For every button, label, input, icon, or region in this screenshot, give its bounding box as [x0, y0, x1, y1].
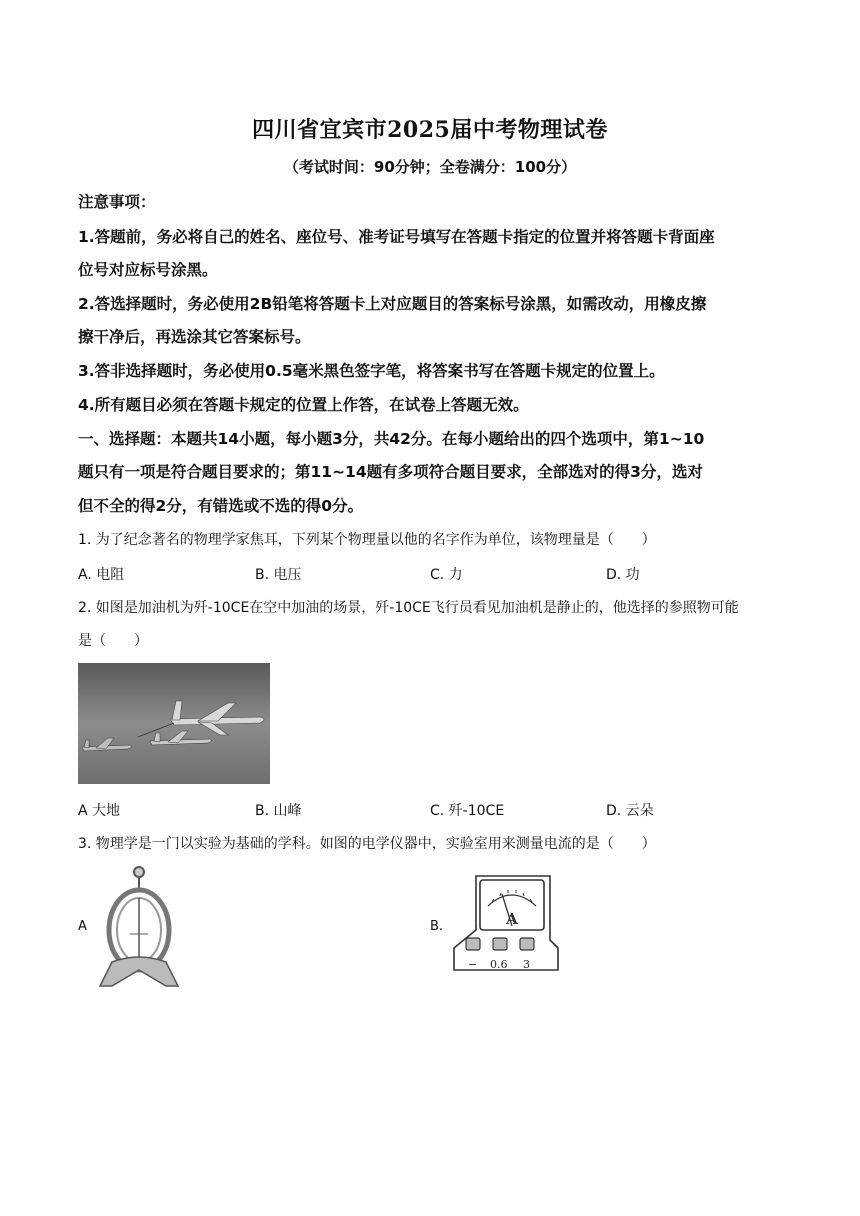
question-2-option-d: D. 云朵	[606, 803, 654, 819]
question-1-option-d: D. 功	[606, 567, 640, 583]
note-1-line-2: 位号对应标号涂黑。	[78, 261, 218, 279]
ammeter-terminal-negative: −	[468, 958, 478, 971]
question-2-stem-line-1: 2. 如图是加油机为歼-10CE在空中加油的场景，歼-10CE飞行员看见加油机是静止的，他选择的参照物可能	[78, 600, 739, 616]
page-subtitle: （考试时间：90分钟；全卷满分：100分）	[283, 158, 577, 176]
note-2-line-2: 擦干净后，再选涂其它答案标号。	[78, 328, 311, 346]
section-1-line-2: 题只有一项是符合题目要求的；第11~14题有多项符合题目要求，全部选对的得3分，选对	[78, 463, 703, 481]
question-2-option-a: A 大地	[78, 803, 121, 819]
question-3-stem: 3. 物理学是一门以实验为基础的学科。如图的电学仪器中，实验室用来测量电流的是（ ）	[78, 836, 656, 852]
ammeter-terminal-0-6: 0.6	[490, 958, 508, 971]
note-4: 4.所有题目必须在答题卡规定的位置上作答，在试卷上答题无效。	[78, 396, 529, 414]
note-3: 3.答非选择题时，务必使用0.5毫米黑色签字笔，将答案书写在答题卡规定的位置上。	[78, 362, 665, 380]
refueling-photo	[78, 663, 270, 784]
question-1-option-a: A. 电阻	[78, 567, 125, 583]
question-1-option-c: C. 力	[430, 567, 463, 583]
question-3-option-b-label: B.	[430, 919, 444, 934]
question-2-option-b: B. 山峰	[255, 803, 302, 819]
question-1-stem: 1. 为了纪念著名的物理学家焦耳，下列某个物理量以他的名字作为单位，该物理量是（ ）	[78, 532, 656, 548]
note-2-line-1: 2.答选择题时，务必使用2B铅笔将答题卡上对应题目的答案标号涂黑，如需改动，用橡皮擦	[78, 295, 707, 313]
page-title: 四川省宜宾市2025届中考物理试卷	[252, 117, 608, 143]
section-1-line-1: 一、选择题：本题共14小题，每小题3分，共42分。在每小题给出的四个选项中，第1~10	[78, 430, 705, 448]
galvanometer-figure	[92, 862, 182, 990]
notes-heading: 注意事项：	[78, 193, 156, 211]
question-3-option-a-label: A	[78, 919, 87, 934]
ammeter-terminal-3: 3	[523, 958, 530, 971]
ammeter-figure	[450, 870, 562, 978]
question-2-option-c: C. 歼-10CE	[430, 803, 505, 819]
note-1-line-1: 1.答题前，务必将自己的姓名、座位号、准考证号填写在答题卡指定的位置并将答题卡背面座	[78, 228, 715, 246]
question-2-stem-line-2: 是（ ）	[78, 633, 148, 649]
question-1-option-b: B. 电压	[255, 567, 302, 583]
ammeter-letter: A	[506, 910, 518, 928]
section-1-line-3: 但不全的得2分，有错选或不选的得0分。	[78, 497, 364, 515]
